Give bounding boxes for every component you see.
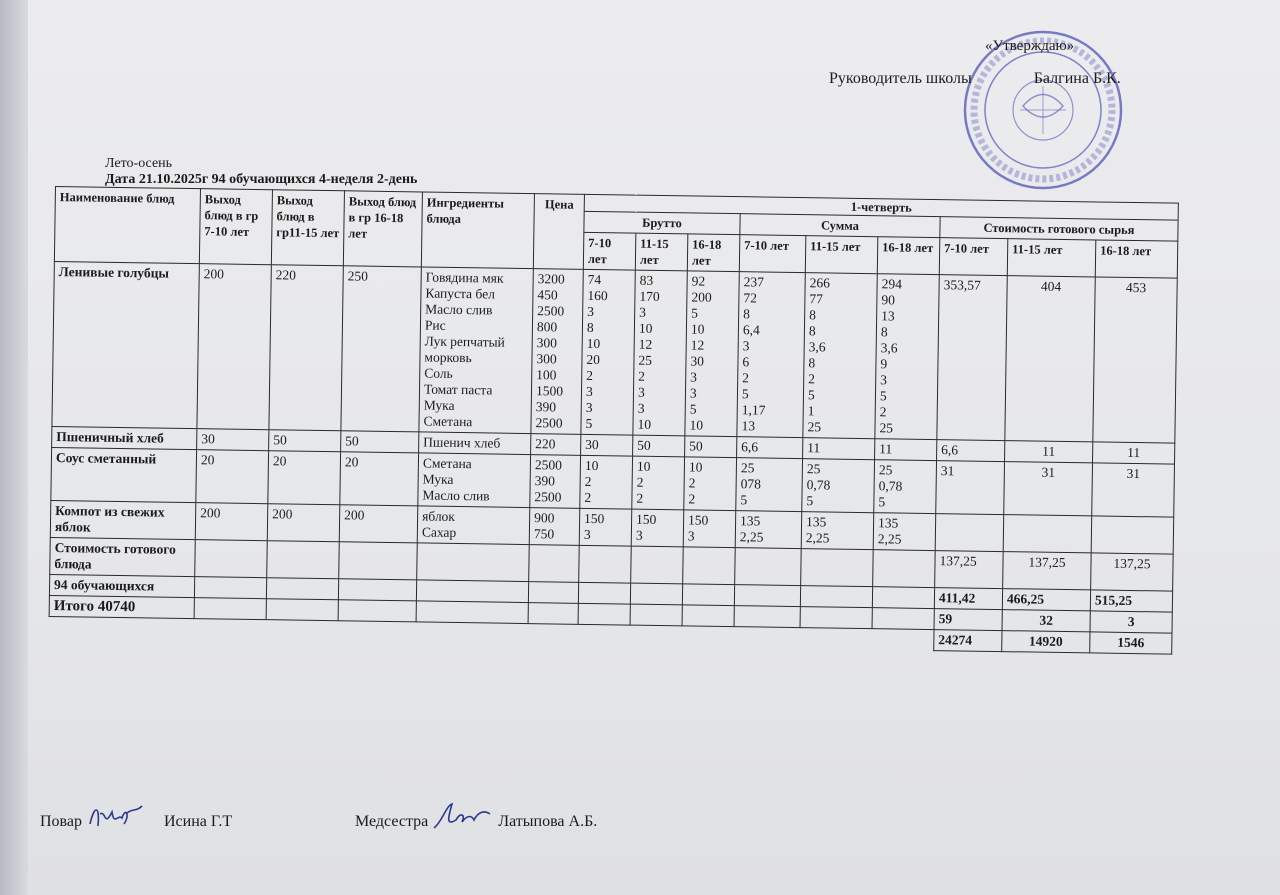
ingredient-value: Капуста бел <box>425 285 496 302</box>
brutto-16-18-value: 92 <box>691 273 706 289</box>
cook-name: Исина Г.Т <box>164 813 233 830</box>
brutto-16-18-list <box>685 271 739 437</box>
season-label: Лето-осень <box>105 156 173 171</box>
approval-label: «Утверждаю» <box>985 38 1075 54</box>
yield-11-15: 50 <box>269 430 341 452</box>
sum-16-18-value: 8 <box>880 324 888 340</box>
sum-7-10-value: 2 <box>742 370 750 386</box>
sum-7-10-value: 6,4 <box>742 322 760 338</box>
brutto-7-10-list <box>580 455 633 509</box>
ingredient-list <box>419 267 533 434</box>
brutto-7-10-value: 8 <box>586 319 594 336</box>
price-value: 1500 <box>535 383 564 399</box>
sum-16-18-value: 2 <box>879 404 887 420</box>
brutto-11-15-value: 3 <box>635 527 643 543</box>
ingredient-value: морковь <box>424 349 472 366</box>
header-yield-16-18: Выход блюд в гр 16-18 лет <box>343 191 422 267</box>
sum-11-15-value: 2,25 <box>805 530 830 546</box>
brutto-7-10-list <box>581 434 633 456</box>
nurse-signature-line <box>355 800 597 834</box>
brutto-7-10-value: 150 <box>584 510 605 527</box>
header-brutto-16-18: 16-18 лет <box>687 234 740 272</box>
header-cost-11-15: 11-15 лет <box>1007 239 1096 277</box>
ingredient-list <box>417 506 530 545</box>
header-ingredients: Ингредиенты блюда <box>421 192 534 269</box>
sum-16-18-value: 9 <box>880 356 888 372</box>
sum-11-15-value: 2 <box>808 371 816 387</box>
brutto-11-15-value: 12 <box>638 336 653 352</box>
sum-16-18-value: 135 <box>877 515 899 531</box>
brutto-7-10-value: 10 <box>586 335 601 352</box>
ingredient-value: Пшенич хлеб <box>423 434 501 451</box>
price-value: 2500 <box>534 457 563 473</box>
brutto-7-10-value: 3 <box>587 303 595 320</box>
header-sum: Сумма <box>740 214 940 238</box>
director-role: Руководитель школы <box>829 70 972 87</box>
price-value: 2500 <box>535 415 563 431</box>
brutto-7-10-value: 3 <box>585 399 593 415</box>
brutto-11-15-list <box>631 509 684 547</box>
dish-name: Компот из свежих яблок <box>50 500 196 539</box>
brutto-7-10-value: 30 <box>585 436 599 453</box>
sum-16-18-value: 3 <box>880 372 888 388</box>
brutto-11-15-value: 3 <box>639 304 647 320</box>
brutto-11-15-value: 3 <box>637 400 645 416</box>
header-yield-11-15: Выход блюд в гр11-15 лет <box>271 190 344 266</box>
brutto-16-18-list <box>685 436 737 458</box>
menu-table-wrapper <box>48 186 1179 655</box>
brutto-7-10-value: 160 <box>587 287 608 304</box>
nurse-role: Медсестра <box>355 813 429 830</box>
ingredient-value: Сметана <box>422 455 472 472</box>
dish-name: Пшеничный хлеб <box>52 426 197 449</box>
brutto-7-10-value: 3 <box>583 526 591 542</box>
brutto-11-15-value: 2 <box>636 490 644 506</box>
price-list <box>531 434 581 456</box>
brutto-16-18-value: 3 <box>687 528 695 544</box>
brutto-11-15-value: 3 <box>637 384 645 400</box>
sum-11-15-value: 8 <box>808 355 816 371</box>
price-value: 220 <box>535 436 556 452</box>
ingredient-value: Сметана <box>423 413 473 430</box>
price-value: 300 <box>536 335 558 351</box>
header-price: Цена <box>533 194 584 270</box>
brutto-16-18-value: 2 <box>688 475 696 491</box>
sum-11-15-value: 77 <box>809 291 824 307</box>
sum-11-15-value: 25 <box>807 419 822 435</box>
sum-7-10-list <box>737 437 803 459</box>
sum-11-15-value: 3,6 <box>808 339 826 355</box>
ingredient-value: яблок <box>422 508 456 524</box>
dish-cost-label: Стоимость готового блюда <box>50 537 196 576</box>
sum-11-15-value: 135 <box>805 514 827 530</box>
sum-7-10-value: 1,17 <box>741 402 766 418</box>
price-list <box>530 455 581 509</box>
brutto-11-15-value: 2 <box>638 368 646 384</box>
students-cost-7-10: 411,42 <box>934 588 1002 610</box>
brutto-16-18-value: 10 <box>689 417 704 433</box>
price-value: 2500 <box>537 303 565 319</box>
dish-name: Ленивые голубцы <box>52 261 199 428</box>
total-count-7-10: 59 <box>934 609 1002 631</box>
sum-7-10-value: 3 <box>742 338 750 354</box>
brutto-11-15-value: 10 <box>636 458 651 474</box>
sum-11-15-value: 5 <box>806 493 814 509</box>
brutto-16-18-value: 150 <box>688 512 709 528</box>
brutto-7-10-value: 2 <box>584 473 592 489</box>
sum-16-18-value: 3,6 <box>880 340 898 356</box>
sum-7-10-value: 5 <box>740 492 748 508</box>
sum-11-15-value: 8 <box>808 323 816 339</box>
cost-11-15: 404 <box>1005 276 1095 442</box>
brutto-16-18-value: 5 <box>691 305 699 321</box>
sum-7-10-list <box>737 272 805 438</box>
cook-signature-icon <box>86 800 146 834</box>
brutto-11-15-value: 10 <box>637 416 652 432</box>
header-brutto-7-10: 7-10 лет <box>583 232 636 270</box>
sum-11-15-value: 25 <box>806 461 821 477</box>
brutto-16-18-value: 50 <box>689 438 703 454</box>
yield-11-15: 20 <box>268 451 341 505</box>
brutto-7-10-value: 2 <box>586 367 594 384</box>
sum-16-18-value: 11 <box>879 441 893 457</box>
ingredient-value: Лук репчатый <box>424 333 505 350</box>
ingredient-value: Рис <box>424 317 446 333</box>
brutto-11-15-list <box>633 435 685 457</box>
students-cost-11-15: 466,25 <box>1002 589 1090 611</box>
brutto-7-10-value: 10 <box>584 457 599 474</box>
price-value: 2500 <box>534 489 562 505</box>
brutto-16-18-value: 12 <box>690 337 705 353</box>
students-cost-16-18: 515,25 <box>1090 590 1172 612</box>
sum-16-18-value: 5 <box>878 494 886 510</box>
date-line: Дата 21.10.2025г 94 обучающихся 4-неделя 2-день <box>105 172 418 187</box>
sum-7-10-value: 8 <box>743 306 751 322</box>
cost-7-10: 6,6 <box>937 440 1005 462</box>
cost-7-10 <box>935 514 1004 552</box>
price-list <box>529 508 580 546</box>
brutto-16-18-list <box>684 457 737 511</box>
sum-7-10-value: 5 <box>741 386 749 402</box>
sum-11-15-value: 5 <box>807 387 815 403</box>
sum-11-15-list <box>803 273 877 439</box>
sum-7-10-list <box>736 458 803 512</box>
sum-16-18-value: 13 <box>881 308 895 324</box>
header-brutto: Брутто <box>584 211 740 234</box>
sum-11-15-value: 266 <box>809 275 831 291</box>
yield-16-18: 20 <box>340 452 419 506</box>
total-label: Итого 40740 <box>49 595 194 618</box>
yield-7-10: 30 <box>197 429 269 451</box>
menu-cost-table <box>48 186 1179 655</box>
brutto-7-10-value: 5 <box>585 415 593 431</box>
yield-7-10: 200 <box>195 503 268 541</box>
sum-16-18-list <box>875 274 939 440</box>
price-value: 900 <box>534 510 555 526</box>
sum-7-10-list <box>735 511 802 549</box>
students-label: 94 обучающихся <box>49 574 194 597</box>
brutto-16-18-value: 2 <box>688 491 696 507</box>
brutto-11-15-value: 2 <box>636 474 644 490</box>
header-yield-7-10: Выход блюд в гр 7-10 лет <box>199 189 272 265</box>
yield-16-18: 200 <box>339 505 418 543</box>
brutto-16-18-value: 10 <box>688 459 703 475</box>
total-sum-11-15: 14920 <box>1002 631 1090 653</box>
sum-7-10-value: 72 <box>743 290 758 306</box>
brutto-7-10-value: 20 <box>586 351 601 368</box>
header-sum-11-15: 11-15 лет <box>805 236 878 274</box>
yield-7-10: 20 <box>196 450 269 504</box>
brutto-16-18-list <box>683 510 736 548</box>
director-name: Балгина Б.К. <box>1033 70 1121 87</box>
brutto-7-10-value: 3 <box>585 383 593 399</box>
brutto-7-10-list <box>579 508 632 546</box>
cost-16-18 <box>1091 516 1174 554</box>
sum-7-10-value: 237 <box>743 274 765 290</box>
sum-7-10-value: 25 <box>740 460 755 476</box>
sum-16-18-value: 90 <box>881 292 896 308</box>
sum-7-10-value: 135 <box>739 513 761 529</box>
sum-16-18-value: 0,78 <box>878 478 903 494</box>
brutto-16-18-value: 3 <box>689 385 697 401</box>
sum-7-10-value: 13 <box>741 418 756 434</box>
ingredient-value: Масло слив <box>422 487 490 504</box>
sum-7-10-value: 2,25 <box>739 529 764 545</box>
nurse-signature-icon <box>432 800 494 834</box>
header-sum-16-18: 16-18 лет <box>877 237 940 275</box>
dish-cost-7-10: 137,25 <box>935 551 1004 589</box>
price-value: 300 <box>536 351 557 367</box>
ingredient-value: Мука <box>422 471 454 487</box>
cost-11-15: 11 <box>1005 441 1093 463</box>
brutto-11-15-list <box>632 456 685 510</box>
cost-16-18: 11 <box>1093 442 1175 464</box>
price-value: 800 <box>536 319 558 335</box>
header-cost-raw: Стоимость готового сырья <box>940 217 1178 242</box>
brutto-11-15-value: 10 <box>638 320 653 336</box>
sum-11-15-value: 11 <box>807 440 821 456</box>
yield-16-18: 50 <box>341 431 419 453</box>
header-dish-name: Наименование блюд <box>54 187 200 264</box>
sheet-protector-edge <box>0 0 28 895</box>
ingredient-value: Томат паста <box>423 381 493 398</box>
sum-7-10-value: 078 <box>740 476 762 492</box>
price-value: 750 <box>533 526 555 542</box>
sum-16-18-list <box>875 439 937 461</box>
total-sum-16-18: 1546 <box>1090 632 1172 654</box>
ingredient-list <box>418 453 531 508</box>
price-value: 450 <box>537 287 558 303</box>
brutto-16-18-value: 5 <box>689 401 697 417</box>
brutto-11-15-value: 150 <box>636 511 657 527</box>
cost-16-18: 31 <box>1092 463 1175 517</box>
price-value: 390 <box>535 399 557 415</box>
brutto-7-10-value: 2 <box>584 489 592 505</box>
ingredient-value: Сахар <box>421 524 457 540</box>
sum-16-18-list <box>874 460 937 514</box>
price-value: 100 <box>536 367 557 383</box>
price-value: 3200 <box>537 271 565 287</box>
sum-11-15-list <box>803 438 875 460</box>
brutto-11-15-value: 83 <box>639 272 654 288</box>
total-count-16-18: 3 <box>1090 611 1172 633</box>
dish-name: Соус сметанный <box>51 447 197 502</box>
ingredient-value: Соль <box>424 365 453 381</box>
dish-rows <box>50 261 1177 554</box>
sum-16-18-list <box>873 513 936 551</box>
header-brutto-11-15: 11-15 лет <box>635 233 688 271</box>
brutto-11-15-list <box>633 270 687 436</box>
cost-11-15 <box>1003 515 1092 553</box>
brutto-7-10-value: 74 <box>587 271 602 288</box>
sum-11-15-value: 1 <box>807 403 815 419</box>
sum-16-18-value: 294 <box>881 276 902 292</box>
yield-16-18: 250 <box>341 266 421 432</box>
header-sum-7-10: 7-10 лет <box>739 235 806 273</box>
brutto-11-15-value: 50 <box>637 437 651 453</box>
director-line <box>829 70 1121 88</box>
cost-16-18: 453 <box>1093 277 1177 443</box>
header-cost-16-18: 16-18 лет <box>1095 240 1178 278</box>
price-value: 390 <box>534 473 556 489</box>
brutto-16-18-value: 30 <box>690 353 705 369</box>
ingredient-value: Масло слив <box>425 301 493 318</box>
sum-7-10-value: 6,6 <box>741 439 759 455</box>
header-quarter: 1-четверть <box>584 194 1178 220</box>
dish-cost-11-15: 137,25 <box>1003 552 1092 590</box>
header-cost-7-10: 7-10 лет <box>939 238 1008 276</box>
ingredient-value: Мука <box>423 397 455 413</box>
sum-11-15-list <box>801 512 874 550</box>
dish-cost-16-18: 137,25 <box>1091 553 1174 591</box>
dish-row <box>52 261 1177 443</box>
brutto-11-15-value: 25 <box>638 352 653 368</box>
brutto-16-18-value: 10 <box>690 321 705 337</box>
cost-7-10: 353,57 <box>937 275 1007 441</box>
brutto-7-10-list <box>581 269 635 435</box>
ingredient-value: Говядина мяк <box>425 269 504 286</box>
brutto-16-18-value: 3 <box>690 369 698 385</box>
sum-16-18-value: 25 <box>879 420 894 436</box>
yield-11-15: 200 <box>267 504 340 542</box>
sum-11-15-value: 8 <box>809 307 817 323</box>
yield-7-10: 200 <box>197 264 271 430</box>
sum-7-10-value: 6 <box>742 354 750 370</box>
cost-7-10: 31 <box>936 461 1005 515</box>
total-count-11-15: 32 <box>1002 610 1090 632</box>
sum-16-18-value: 5 <box>879 388 887 404</box>
sum-11-15-value: 0,78 <box>806 477 831 493</box>
brutto-16-18-value: 200 <box>691 289 712 305</box>
cook-role: Повар <box>40 813 82 830</box>
nurse-name: Латыпова А.Б. <box>498 813 598 830</box>
sum-16-18-value: 2,25 <box>877 531 902 547</box>
cost-11-15: 31 <box>1004 462 1093 516</box>
ingredient-list <box>419 432 531 455</box>
yield-11-15: 220 <box>269 265 343 431</box>
sum-16-18-value: 25 <box>878 462 893 478</box>
price-list <box>531 269 583 435</box>
cook-signature-line <box>40 800 232 834</box>
brutto-11-15-value: 170 <box>639 288 660 304</box>
total-sum-7-10: 24274 <box>934 630 1002 652</box>
sum-11-15-list <box>802 459 875 513</box>
